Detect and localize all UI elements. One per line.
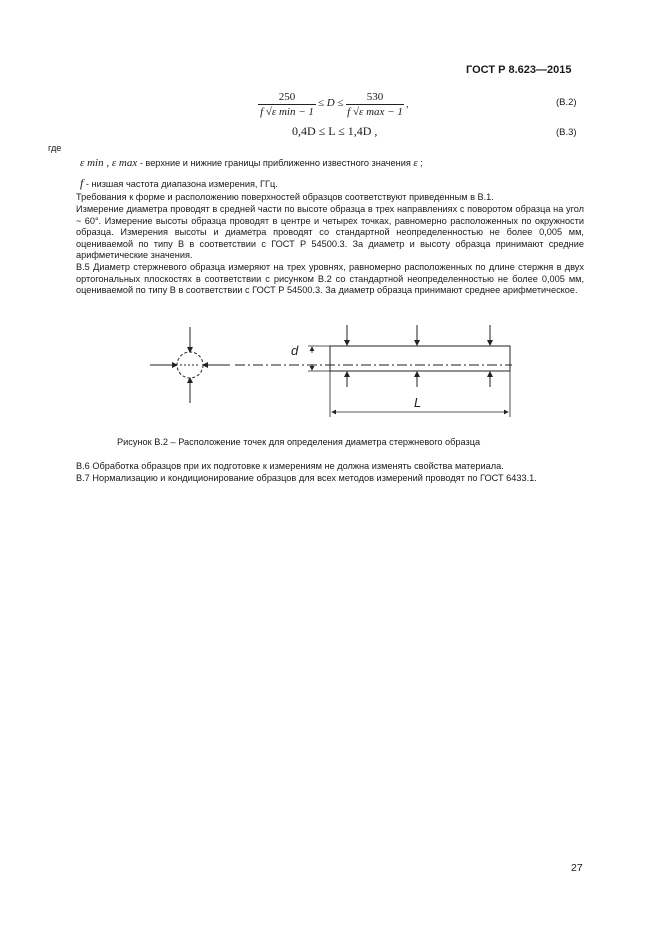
where-word: где — [48, 143, 62, 153]
definition-f-text: - низшая частота диапазона измерения, ГГц. — [85, 179, 278, 189]
paragraph-b5: В.5 Диаметр стержневого образца измеряют на трех уровнях, равномерно расположенных по длине стержня в двух ортогональных плоскостях в соответствии с рисунком В.2 со стандартной неопределенностью не более 0,005 мм, оцениваемой по типу В в соответствии с ГОСТ Р 54500.3. За диаметр образца принимают среднее арифметическое. — [76, 262, 584, 295]
epsilon-symbol: ε — [413, 157, 418, 169]
formula-number: (В.2) — [556, 97, 577, 108]
fraction-left — [258, 91, 316, 118]
fraction-right-numerator: 530 — [366, 91, 384, 103]
definition-end: ; — [420, 158, 423, 168]
diameter-label: d — [291, 343, 299, 358]
definition-epsilon-text: - верхние и нижние границы приближенно известного значения — [139, 158, 411, 168]
paragraph-measurement: Измерение диаметра проводят в средней части по высоте образца в трех направлениях с поворотом образца на угол ~ 60°. Измерение высоты образца проводят в центре и четырех точках, равномерно расположенных по окружности образца. Измерения высоты и диаметра проводят со стандартной неопределенностью не более 0,005 мм, оцениваемой по типу В в соответствии с ГОСТ Р 54500.3. За диаметр и высоту образца принимают средние арифметические значения. — [76, 204, 584, 260]
fraction-bar — [258, 104, 316, 105]
fraction-left-denominator: f √ε min − 1 — [260, 106, 314, 118]
paragraph-b7: В.7 Нормализацию и кондиционирование образцов для всех методов измерений проводят по ГОСТ 6433.1. — [76, 473, 537, 483]
definition-epsilon — [80, 157, 423, 169]
length-label: L — [414, 395, 422, 410]
epsilon-symbols: ε min , ε max — [80, 157, 138, 169]
document-header: ГОСТ Р 8.623—2015 — [466, 64, 572, 76]
paragraph-b6: В.6 Обработка образцов при их подготовке к измерениям не должна изменять свойства материала. — [76, 461, 504, 471]
definition-f — [80, 176, 278, 191]
page-number: 27 — [571, 862, 583, 874]
fraction-left-numerator: 250 — [278, 91, 296, 103]
cross-section — [150, 327, 230, 403]
figure-caption: Рисунок В.2 – Расположение точек для определения диаметра стержневого образца — [117, 437, 481, 447]
fraction-right-denominator: f √ε max − 1 — [347, 106, 403, 118]
formula-comma: , — [406, 99, 409, 110]
rod — [330, 346, 510, 371]
fraction-bar — [346, 104, 404, 105]
fraction-right — [346, 91, 404, 118]
f-symbol: f — [80, 176, 84, 190]
formula-relation: ≤ D ≤ — [318, 97, 344, 109]
formula-b3: 0,4D ≤ L ≤ 1,4D , — [292, 124, 378, 138]
formula-b3-number: (В.3) — [556, 127, 577, 138]
paragraph-requirements: Требования к форме и расположению поверхностей образцов соответствуют приведенным в В.1. — [76, 192, 494, 202]
figure-rod-diagram — [140, 325, 540, 425]
